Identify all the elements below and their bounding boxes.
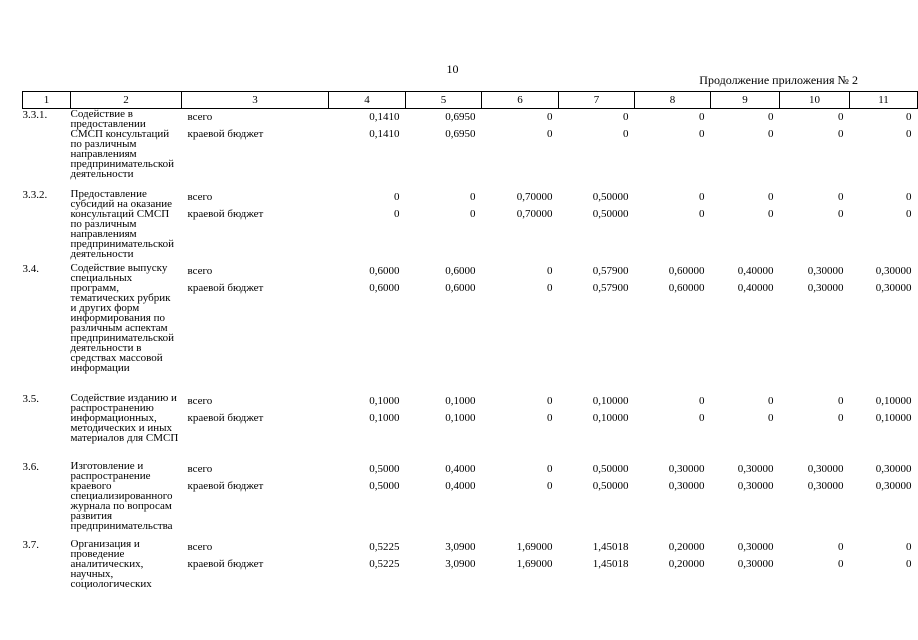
value: 0 <box>838 411 844 424</box>
value: 0 <box>838 540 844 553</box>
value: 0,40000 <box>737 281 774 294</box>
value-cell <box>559 393 635 461</box>
funding-source-cell <box>182 109 329 189</box>
funding-source-cell <box>182 189 329 263</box>
value: 0,1000 <box>369 394 400 407</box>
value: 0 <box>906 207 912 220</box>
value: 0 <box>906 111 912 123</box>
funding-source-label: всего <box>187 111 213 123</box>
value: 0 <box>547 264 553 277</box>
funding-source-label: краевой бюджет <box>187 207 264 220</box>
row-code: 3.6. <box>22 460 39 473</box>
value: 1,69000 <box>516 557 553 570</box>
value: 0 <box>699 190 705 203</box>
value-cell <box>482 539 559 593</box>
row-name: Организация и проведение аналитических, научных, социологических <box>70 537 152 590</box>
value: 1,45018 <box>592 540 629 553</box>
value-cell <box>406 539 482 593</box>
value-cell <box>559 109 635 189</box>
value: 0,1410 <box>369 128 400 140</box>
value: 0,6950 <box>445 111 476 123</box>
value-cell <box>780 109 850 189</box>
value: 0,57900 <box>592 281 629 294</box>
value: 0,30000 <box>807 281 844 294</box>
value-cell <box>482 263 559 393</box>
column-header: 3 <box>182 92 329 109</box>
value: 0,10000 <box>875 394 912 407</box>
value-cell <box>482 393 559 461</box>
value-cell <box>329 109 406 189</box>
value: 3,0900 <box>445 540 476 553</box>
value: 0,20000 <box>668 540 705 553</box>
value: 0,4000 <box>445 479 476 492</box>
value: 0 <box>394 207 400 220</box>
value: 0,30000 <box>875 479 912 492</box>
row-name-cell <box>71 461 182 539</box>
funding-source-label: всего <box>187 394 213 407</box>
value: 0 <box>623 111 629 123</box>
value-cell <box>559 461 635 539</box>
funding-source-cell <box>182 393 329 461</box>
column-header: 1 <box>23 92 71 109</box>
page-number: 10 <box>446 62 459 76</box>
value: 0,6000 <box>369 281 400 294</box>
value: 0 <box>547 462 553 475</box>
row-code: 3.4. <box>22 262 39 275</box>
value: 0,6950 <box>445 128 476 140</box>
value: 0 <box>699 128 705 140</box>
value-cell <box>711 461 780 539</box>
value: 0,30000 <box>737 540 774 553</box>
funding-source-cell <box>182 461 329 539</box>
value: 0,5225 <box>369 540 400 553</box>
value: 0 <box>547 281 553 294</box>
value-cell <box>635 109 711 189</box>
value: 0,5225 <box>369 557 400 570</box>
value-cell <box>780 263 850 393</box>
funding-source-label: всего <box>187 264 213 277</box>
value: 3,0900 <box>445 557 476 570</box>
row-name-cell <box>71 539 182 593</box>
funding-source-label: всего <box>187 540 213 553</box>
table-row <box>23 189 918 263</box>
value-cell <box>711 109 780 189</box>
value: 0,70000 <box>516 190 553 203</box>
value: 0 <box>699 207 705 220</box>
value: 0 <box>623 128 629 140</box>
table-row <box>23 539 918 593</box>
value-cell <box>780 539 850 593</box>
table-row <box>23 393 918 461</box>
value: 0 <box>906 190 912 203</box>
value: 0 <box>547 128 553 140</box>
row-name: Содействие выпуску специальных программ, тематических рубрик и других форм информирования по различным аспектам предпринимательской деятельности в средствах массовой информации <box>70 261 175 374</box>
value: 0 <box>906 128 912 140</box>
value: 0 <box>838 111 844 123</box>
funding-source-label: всего <box>187 190 213 203</box>
value: 0,50000 <box>592 190 629 203</box>
value-cell <box>329 461 406 539</box>
funding-source-label: краевой бюджет <box>187 281 264 294</box>
funding-source-label: краевой бюджет <box>187 479 264 492</box>
value: 0,1410 <box>369 111 400 123</box>
column-header: 4 <box>329 92 406 109</box>
value: 0 <box>547 394 553 407</box>
value: 0 <box>768 111 774 123</box>
value-cell <box>482 461 559 539</box>
value-cell <box>711 539 780 593</box>
value: 0,30000 <box>807 479 844 492</box>
value: 0,6000 <box>445 264 476 277</box>
value-cell <box>635 189 711 263</box>
column-header: 8 <box>635 92 711 109</box>
value-cell <box>482 189 559 263</box>
appendix-title: Продолжение приложения № 2 <box>699 73 858 87</box>
column-header: 10 <box>780 92 850 109</box>
value-cell <box>850 393 918 461</box>
funding-source-label: краевой бюджет <box>187 411 264 424</box>
funding-source-label: краевой бюджет <box>187 128 264 140</box>
funding-source-label: краевой бюджет <box>187 557 264 570</box>
value-cell <box>635 539 711 593</box>
budget-table <box>22 91 918 593</box>
value: 0,4000 <box>445 462 476 475</box>
value: 0 <box>768 411 774 424</box>
value: 0 <box>470 207 476 220</box>
value: 0,30000 <box>737 479 774 492</box>
value: 0,10000 <box>875 411 912 424</box>
table-row <box>23 109 918 189</box>
value: 0,50000 <box>592 462 629 475</box>
value-cell <box>406 393 482 461</box>
row-name-cell <box>71 189 182 263</box>
value: 0 <box>547 479 553 492</box>
value: 0,5000 <box>369 479 400 492</box>
value-cell <box>329 263 406 393</box>
value-cell <box>850 539 918 593</box>
value: 0 <box>547 111 553 123</box>
row-name-cell <box>71 109 182 189</box>
row-name-cell <box>71 393 182 461</box>
value-cell <box>329 539 406 593</box>
row-name: Изготовление и распространение краевого специализированного журнала по вопросам развития предпринимательства <box>70 459 173 532</box>
column-header: 2 <box>71 92 182 109</box>
table-row <box>23 263 918 393</box>
value: 0 <box>768 394 774 407</box>
value: 0 <box>394 190 400 203</box>
value: 0,60000 <box>668 264 705 277</box>
column-header: 9 <box>711 92 780 109</box>
value-cell <box>850 263 918 393</box>
value-cell <box>711 189 780 263</box>
value: 0 <box>547 411 553 424</box>
value: 0,40000 <box>737 264 774 277</box>
value: 0,30000 <box>875 281 912 294</box>
value: 0,5000 <box>369 462 400 475</box>
value-cell <box>406 109 482 189</box>
row-code: 3.3.1. <box>22 109 48 121</box>
table-row <box>23 461 918 539</box>
column-header: 7 <box>559 92 635 109</box>
value-cell <box>406 461 482 539</box>
row-name: Предоставление субсидий на оказание консультаций СМСП по различным направлениям предпринимательской деятельности <box>70 187 175 260</box>
value: 0,10000 <box>592 394 629 407</box>
value-cell <box>711 393 780 461</box>
value: 0,1000 <box>445 394 476 407</box>
value: 0,30000 <box>807 264 844 277</box>
value: 0,30000 <box>668 479 705 492</box>
row-code: 3.7. <box>22 538 39 551</box>
value-cell <box>559 539 635 593</box>
value-cell <box>559 189 635 263</box>
value: 0,20000 <box>668 557 705 570</box>
value-cell <box>406 189 482 263</box>
value-cell <box>850 461 918 539</box>
row-name: Содействие изданию и распространению информационных, методических и иных материалов для СМСП <box>70 391 179 444</box>
row-name: Содействие в предоставлении СМСП консультаций по различным направлениям предпринимательской деятельности <box>70 108 175 180</box>
funding-source-cell <box>182 263 329 393</box>
value: 0 <box>470 190 476 203</box>
value: 0 <box>838 190 844 203</box>
value-cell <box>635 461 711 539</box>
value: 0 <box>768 190 774 203</box>
funding-source-label: всего <box>187 462 213 475</box>
value: 0,1000 <box>445 411 476 424</box>
value: 0,70000 <box>516 207 553 220</box>
value: 0,50000 <box>592 479 629 492</box>
value: 0,57900 <box>592 264 629 277</box>
value: 0,6000 <box>445 281 476 294</box>
value: 0 <box>838 128 844 140</box>
value: 0,10000 <box>592 411 629 424</box>
value: 0,30000 <box>737 462 774 475</box>
value: 0 <box>768 207 774 220</box>
value: 0 <box>699 411 705 424</box>
value: 0 <box>699 394 705 407</box>
value-cell <box>329 189 406 263</box>
value: 0,6000 <box>369 264 400 277</box>
value: 0,1000 <box>369 411 400 424</box>
value-cell <box>329 393 406 461</box>
value: 0,30000 <box>737 557 774 570</box>
row-code: 3.5. <box>22 392 39 405</box>
value: 0 <box>699 111 705 123</box>
column-header: 6 <box>482 92 559 109</box>
value-cell <box>711 263 780 393</box>
value: 0 <box>838 394 844 407</box>
row-name-cell <box>71 263 182 393</box>
value: 1,69000 <box>516 540 553 553</box>
value: 0,30000 <box>668 462 705 475</box>
funding-source-cell <box>182 539 329 593</box>
value-cell <box>559 263 635 393</box>
value-cell <box>406 263 482 393</box>
value: 0,30000 <box>807 462 844 475</box>
value-cell <box>635 393 711 461</box>
column-header: 11 <box>850 92 918 109</box>
value: 1,45018 <box>592 557 629 570</box>
value-cell <box>780 189 850 263</box>
value-cell <box>780 393 850 461</box>
value-cell <box>482 109 559 189</box>
value: 0,30000 <box>875 462 912 475</box>
value: 0,30000 <box>875 264 912 277</box>
row-code: 3.3.2. <box>22 188 48 201</box>
value: 0 <box>906 557 912 570</box>
value-cell <box>780 461 850 539</box>
value: 0 <box>906 540 912 553</box>
value: 0 <box>768 128 774 140</box>
header-row <box>23 92 918 109</box>
value-cell <box>850 189 918 263</box>
value: 0 <box>838 557 844 570</box>
value-cell <box>635 263 711 393</box>
value: 0 <box>838 207 844 220</box>
value: 0,50000 <box>592 207 629 220</box>
column-header: 5 <box>406 92 482 109</box>
value-cell <box>850 109 918 189</box>
value: 0,60000 <box>668 281 705 294</box>
